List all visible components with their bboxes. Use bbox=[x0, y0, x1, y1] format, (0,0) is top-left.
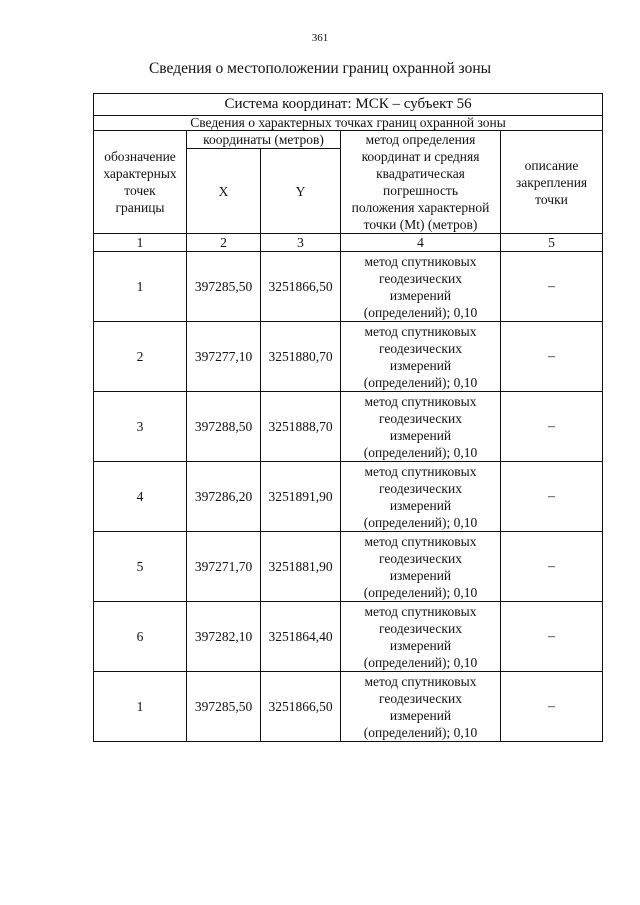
x-coordinate: 397288,50 bbox=[187, 392, 261, 462]
fixing-description: – bbox=[501, 392, 603, 462]
x-coordinate: 397277,10 bbox=[187, 322, 261, 392]
measurement-method bbox=[341, 672, 501, 742]
table-row bbox=[94, 322, 603, 392]
fixing-description: – bbox=[501, 532, 603, 602]
method-line: (определений); 0,10 bbox=[363, 374, 478, 390]
y-coordinate: 3251866,50 bbox=[261, 672, 341, 742]
y-coordinate: 3251881,90 bbox=[261, 532, 341, 602]
boundary-points-table bbox=[93, 93, 603, 742]
point-designation: 1 bbox=[94, 252, 187, 322]
x-coordinate: 397286,20 bbox=[187, 462, 261, 532]
measurement-method bbox=[341, 252, 501, 322]
description-header: описание закрепления точки bbox=[501, 131, 603, 234]
method-line: метод спутниковых bbox=[364, 673, 477, 689]
points-info-label: Сведения о характерных точках границ охранной зоны bbox=[94, 116, 603, 131]
method-line: метод спутниковых bbox=[364, 253, 477, 269]
method-header: метод определения координат и средняя квадратическая погрешность положения характерной точки (Mt) (метров) bbox=[341, 131, 501, 234]
method-line: измерений bbox=[389, 567, 452, 583]
method-line: измерений bbox=[389, 707, 452, 723]
point-designation: 4 bbox=[94, 462, 187, 532]
column-number: 1 bbox=[94, 234, 187, 252]
method-line: (определений); 0,10 bbox=[363, 724, 478, 740]
method-line: (определений); 0,10 bbox=[363, 514, 478, 530]
x-coordinate: 397285,50 bbox=[187, 672, 261, 742]
column-number: 4 bbox=[341, 234, 501, 252]
method-line: метод спутниковых bbox=[364, 463, 477, 479]
method-line: геодезических bbox=[379, 410, 462, 426]
method-line: (определений); 0,10 bbox=[363, 444, 478, 460]
table-row bbox=[94, 252, 603, 322]
measurement-method bbox=[341, 602, 501, 672]
fixing-description: – bbox=[501, 602, 603, 672]
table-row bbox=[94, 602, 603, 672]
page-number: 361 bbox=[311, 32, 329, 44]
header-row bbox=[94, 131, 603, 149]
fixing-description: – bbox=[501, 252, 603, 322]
column-number: 3 bbox=[261, 234, 341, 252]
method-line: геодезических bbox=[379, 340, 462, 356]
method-line: измерений bbox=[389, 427, 452, 443]
column-number: 2 bbox=[187, 234, 261, 252]
x-coordinate: 397271,70 bbox=[187, 532, 261, 602]
table-row bbox=[94, 462, 603, 532]
method-line: измерений bbox=[389, 637, 452, 653]
table-row bbox=[94, 532, 603, 602]
method-line: (определений); 0,10 bbox=[363, 654, 478, 670]
method-line: (определений); 0,10 bbox=[363, 584, 478, 600]
y-coordinate: 3251866,50 bbox=[261, 252, 341, 322]
point-designation: 6 bbox=[94, 602, 187, 672]
method-line: метод спутниковых bbox=[364, 603, 477, 619]
method-line: метод спутниковых bbox=[364, 323, 477, 339]
method-line: геодезических bbox=[379, 480, 462, 496]
method-line: измерений bbox=[389, 287, 452, 303]
fixing-description: – bbox=[501, 672, 603, 742]
y-coordinate: 3251888,70 bbox=[261, 392, 341, 462]
y-coordinate: 3251891,90 bbox=[261, 462, 341, 532]
method-line: геодезических bbox=[379, 690, 462, 706]
measurement-method bbox=[341, 462, 501, 532]
table-row bbox=[94, 672, 603, 742]
method-line: метод спутниковых bbox=[364, 533, 477, 549]
method-line: геодезических bbox=[379, 270, 462, 286]
column-number: 5 bbox=[501, 234, 603, 252]
coordinate-system-row bbox=[94, 94, 603, 116]
method-line: метод спутниковых bbox=[364, 393, 477, 409]
fixing-description: – bbox=[501, 322, 603, 392]
x-coordinate: 397285,50 bbox=[187, 252, 261, 322]
x-coordinate: 397282,10 bbox=[187, 602, 261, 672]
measurement-method bbox=[341, 532, 501, 602]
point-designation: 3 bbox=[94, 392, 187, 462]
y-coordinate: 3251864,40 bbox=[261, 602, 341, 672]
y-coordinate: 3251880,70 bbox=[261, 322, 341, 392]
designation-header: обозначение характерных точек границы bbox=[94, 131, 187, 234]
coordinates-header: координаты (метров) bbox=[187, 131, 341, 149]
y-header: Y bbox=[261, 149, 341, 234]
method-line: измерений bbox=[389, 497, 452, 513]
document-title: Сведения о местоположении границ охранной зоны bbox=[148, 60, 492, 77]
method-line: измерений bbox=[389, 357, 452, 373]
fixing-description: – bbox=[501, 462, 603, 532]
method-line: (определений); 0,10 bbox=[363, 304, 478, 320]
points-info-row bbox=[94, 116, 603, 131]
coordinate-system-label: Система координат: МСК – субъект 56 bbox=[94, 94, 603, 116]
measurement-method bbox=[341, 392, 501, 462]
column-number-row bbox=[94, 234, 603, 252]
point-designation: 2 bbox=[94, 322, 187, 392]
point-designation: 5 bbox=[94, 532, 187, 602]
method-line: геодезических bbox=[379, 550, 462, 566]
measurement-method bbox=[341, 322, 501, 392]
table-row bbox=[94, 392, 603, 462]
x-header: X bbox=[187, 149, 261, 234]
method-line: геодезических bbox=[379, 620, 462, 636]
point-designation: 1 bbox=[94, 672, 187, 742]
